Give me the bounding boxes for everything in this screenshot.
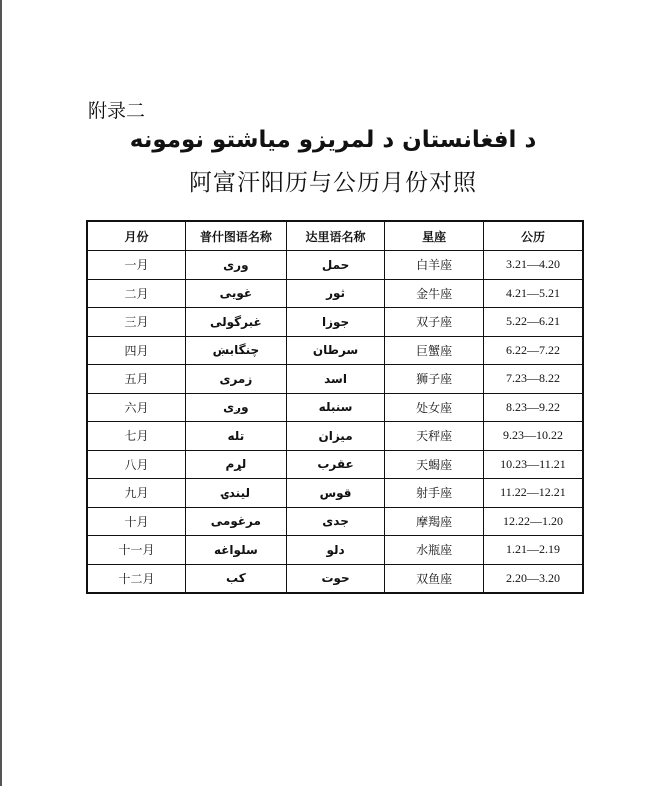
- pashto-name-cell: کب: [186, 564, 287, 593]
- month-cell: 七月: [87, 422, 186, 451]
- dari-name-cell: ثور: [286, 279, 385, 308]
- pashto-name-cell: ليندۍ: [186, 479, 287, 508]
- page-edge-rule: [0, 0, 2, 786]
- table-row: [87, 251, 583, 280]
- zodiac-cell: 白羊座: [385, 251, 483, 280]
- table-row: [87, 422, 583, 451]
- dari-name-cell: جدی: [286, 507, 385, 536]
- zodiac-cell: 金牛座: [385, 279, 483, 308]
- dari-name-cell: سنبله: [286, 393, 385, 422]
- gregorian-range-cell: 10.23—11.21: [483, 450, 583, 479]
- header-gregorian: 公历: [483, 221, 583, 251]
- pashto-name-cell: لړم: [186, 450, 287, 479]
- zodiac-cell: 双子座: [385, 308, 483, 337]
- table-row: [87, 479, 583, 508]
- pashto-name-cell: وری: [186, 251, 287, 280]
- gregorian-range-cell: 2.20—3.20: [483, 564, 583, 593]
- gregorian-range-cell: 11.22—12.21: [483, 479, 583, 508]
- calendar-table: [86, 220, 584, 594]
- gregorian-range-cell: 4.21—5.21: [483, 279, 583, 308]
- pashto-name-cell: چنگابښ: [186, 336, 287, 365]
- zodiac-cell: 天蝎座: [385, 450, 483, 479]
- month-cell: 八月: [87, 450, 186, 479]
- month-cell: 四月: [87, 336, 186, 365]
- dari-name-cell: اسد: [286, 365, 385, 394]
- header-pashto-name: 普什图语名称: [186, 221, 287, 251]
- pashto-name-cell: غويی: [186, 279, 287, 308]
- month-cell: 二月: [87, 279, 186, 308]
- pashto-name-cell: تله: [186, 422, 287, 451]
- header-month: 月份: [87, 221, 186, 251]
- pashto-name-cell: غبرگولی: [186, 308, 287, 337]
- zodiac-cell: 天秤座: [385, 422, 483, 451]
- table-row: [87, 564, 583, 593]
- table-row: [87, 450, 583, 479]
- header-zodiac: 星座: [385, 221, 483, 251]
- table-row: [87, 279, 583, 308]
- dari-name-cell: جوزا: [286, 308, 385, 337]
- month-cell: 九月: [87, 479, 186, 508]
- zodiac-cell: 射手座: [385, 479, 483, 508]
- pashto-name-cell: وږی: [186, 393, 287, 422]
- month-cell: 十月: [87, 507, 186, 536]
- table-row: [87, 536, 583, 565]
- gregorian-range-cell: 12.22—1.20: [483, 507, 583, 536]
- month-cell: 三月: [87, 308, 186, 337]
- table-row: [87, 507, 583, 536]
- dari-name-cell: عقرب: [286, 450, 385, 479]
- month-cell: 五月: [87, 365, 186, 394]
- dari-name-cell: قوس: [286, 479, 385, 508]
- dari-name-cell: حمل: [286, 251, 385, 280]
- zodiac-cell: 水瓶座: [385, 536, 483, 565]
- month-cell: 十二月: [87, 564, 186, 593]
- dari-name-cell: ميزان: [286, 422, 385, 451]
- month-cell: 一月: [87, 251, 186, 280]
- gregorian-range-cell: 3.21—4.20: [483, 251, 583, 280]
- pashto-name-cell: سلواغه: [186, 536, 287, 565]
- pashto-name-cell: مرغومی: [186, 507, 287, 536]
- title-chinese: 阿富汗阳历与公历月份对照: [189, 170, 477, 196]
- table-header-row: [87, 221, 583, 251]
- gregorian-range-cell: 6.22—7.22: [483, 336, 583, 365]
- zodiac-cell: 狮子座: [385, 365, 483, 394]
- pashto-name-cell: زمری: [186, 365, 287, 394]
- title-pashto: د افغانستان د لمريزو مياشتو نومونه: [129, 127, 537, 153]
- table-row: [87, 393, 583, 422]
- table-row: [87, 336, 583, 365]
- header-dari-name: 达里语名称: [286, 221, 385, 251]
- month-cell: 十一月: [87, 536, 186, 565]
- table-row: [87, 308, 583, 337]
- dari-name-cell: سرطان: [286, 336, 385, 365]
- dari-name-cell: دلو: [286, 536, 385, 565]
- gregorian-range-cell: 9.23—10.22: [483, 422, 583, 451]
- month-cell: 六月: [87, 393, 186, 422]
- appendix-label: 附录二: [88, 100, 146, 122]
- table-row: [87, 365, 583, 394]
- zodiac-cell: 双鱼座: [385, 564, 483, 593]
- zodiac-cell: 处女座: [385, 393, 483, 422]
- gregorian-range-cell: 1.21—2.19: [483, 536, 583, 565]
- gregorian-range-cell: 5.22—6.21: [483, 308, 583, 337]
- dari-name-cell: حوت: [286, 564, 385, 593]
- zodiac-cell: 巨蟹座: [385, 336, 483, 365]
- gregorian-range-cell: 8.23—9.22: [483, 393, 583, 422]
- gregorian-range-cell: 7.23—8.22: [483, 365, 583, 394]
- zodiac-cell: 摩羯座: [385, 507, 483, 536]
